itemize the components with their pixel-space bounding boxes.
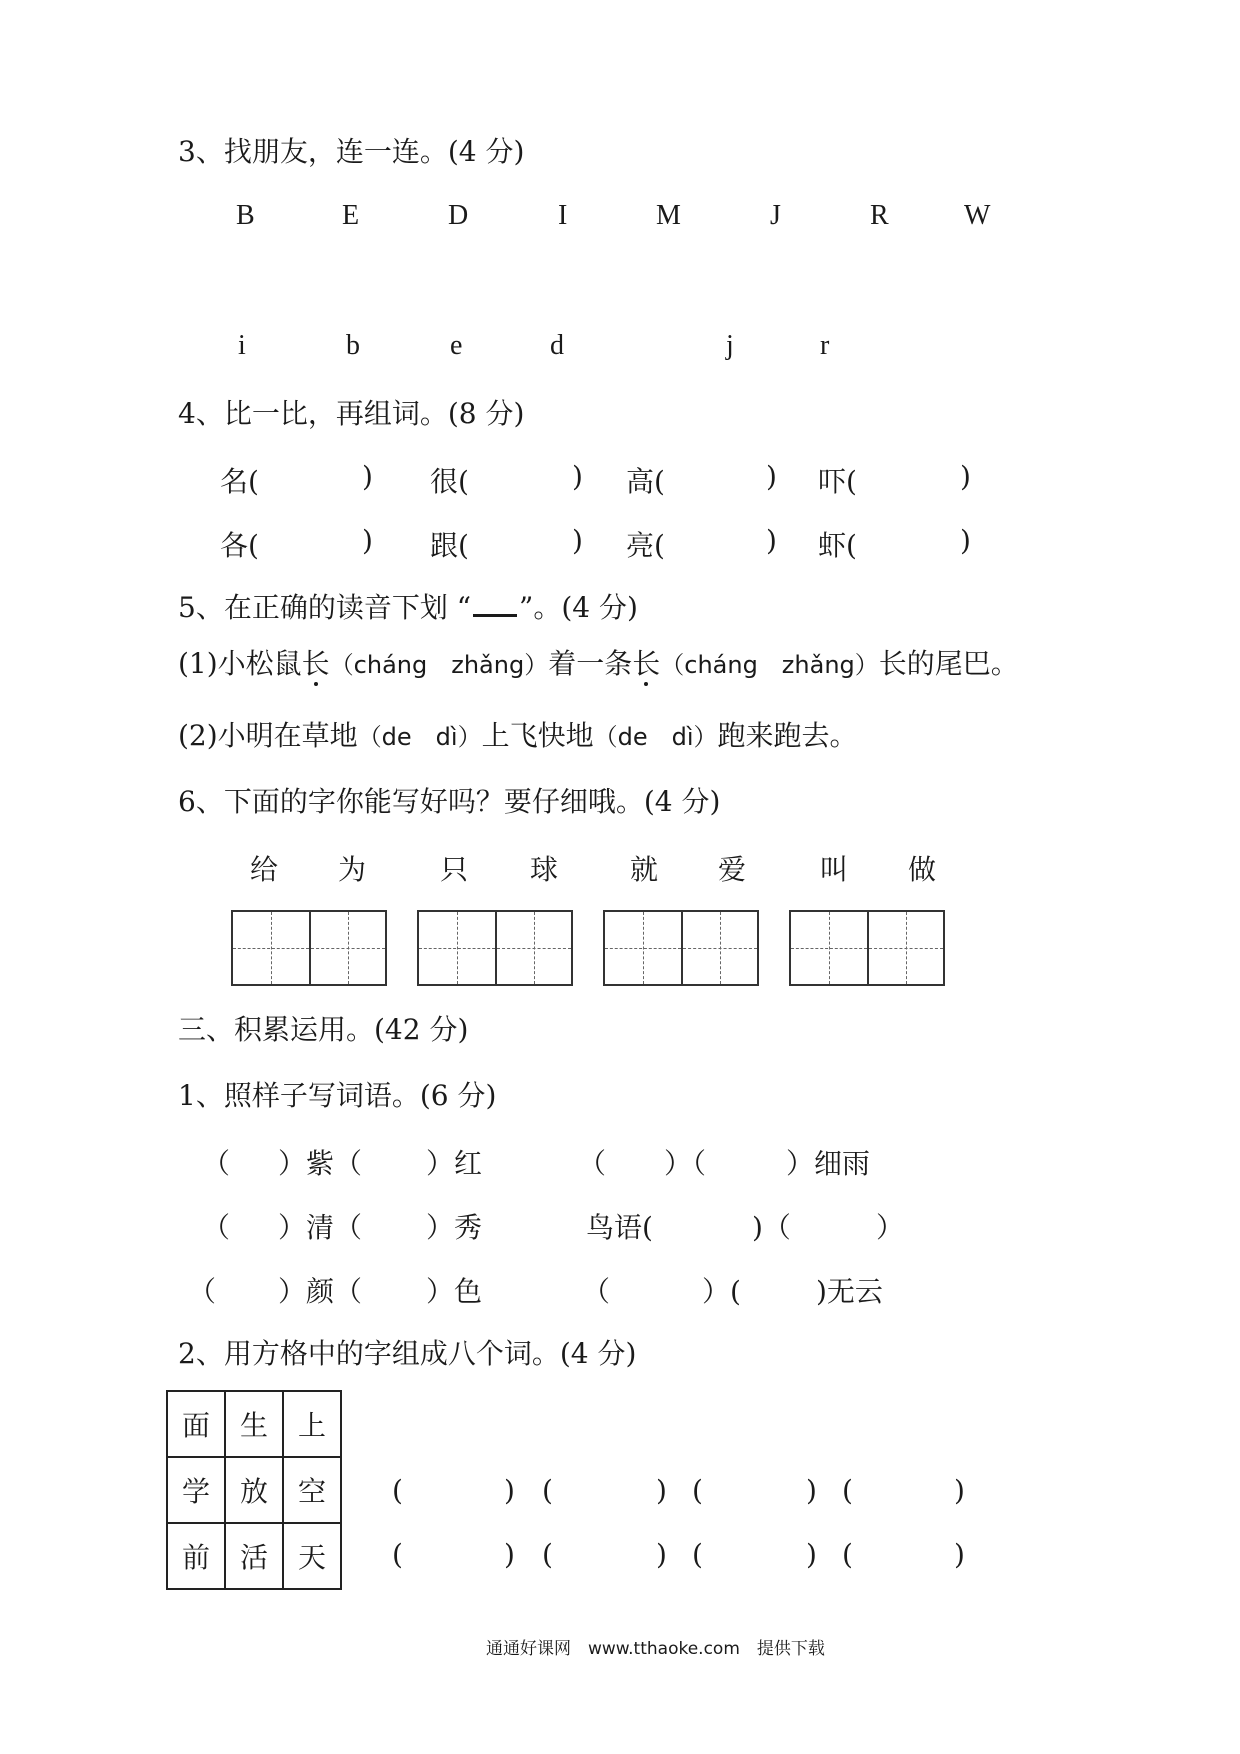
blank-middle: ）( [702,1275,741,1308]
writing-grid[interactable] [417,910,573,986]
upper-letter: E [342,200,360,231]
dotted-char: 长 [632,647,661,680]
q5-title [178,590,638,626]
blank-open: 鸟语( [586,1211,653,1244]
blank-open: （ [188,1275,217,1308]
upper-letter: R [870,200,889,231]
q6-title: 6、下面的字你能写好吗？要仔细哦。(4 分) [178,785,721,818]
q5-sentence-1 [178,646,1019,683]
model-char: 做 [908,853,937,886]
compare-char: 亮( [626,529,665,562]
dotted-char: 长 [301,647,330,680]
blank-open: ( [842,1474,853,1507]
blank-end: ） [876,1211,905,1244]
upper-letter: I [558,200,568,231]
close-paren: ) [362,524,373,557]
compare-char: 吓( [818,465,857,498]
compare-char: 跟( [430,529,469,562]
character-grid [166,1390,342,1590]
compare-char: 名( [220,465,259,498]
writing-cell[interactable] [605,912,681,984]
writing-cell[interactable] [681,912,757,984]
upper-letter: M [656,200,681,231]
grid-char: 活 [225,1523,283,1589]
sentence-text: 跑来跑去。 [717,719,858,752]
writing-cell[interactable] [419,912,495,984]
pinyin-options: （de dì） [593,723,718,751]
lower-letter: j [726,330,734,361]
close-paren: ) [960,460,971,493]
grid-char: 学 [167,1457,225,1523]
blank-end: ）红 [426,1147,483,1180]
compare-char: 虾( [818,529,857,562]
underline-sample [473,592,517,617]
q3-title: 3、找朋友，连一连。(4 分) [178,135,525,168]
lower-letter: b [346,330,360,361]
blank-middle: ）紫（ [278,1147,363,1180]
blank-middle: ）清（ [278,1211,363,1244]
blank-close: ) [806,1474,817,1507]
blank-open: ( [542,1538,553,1571]
close-paren: ) [572,524,583,557]
blank-close: ) [656,1538,667,1571]
sentence-text: (2)小明在草 [178,719,330,752]
writing-cell[interactable] [791,912,867,984]
pinyin-options: （cháng zhǎng） [660,651,879,679]
model-char: 就 [630,853,659,886]
writing-grid[interactable] [603,910,759,986]
close-paren: ) [960,524,971,557]
upper-letter: W [964,200,991,231]
blank-end: )无云 [816,1275,883,1308]
sentence-text: 长的尾巴。 [878,647,1019,680]
sentence-text: 着一条 [548,647,633,680]
blank-open: ( [392,1474,403,1507]
blank-close: ) [954,1538,965,1571]
close-paren: ) [766,524,777,557]
writing-cell[interactable] [309,912,385,984]
blank-open: ( [842,1538,853,1571]
grid-char: 面 [167,1391,225,1457]
grid-char: 空 [283,1457,341,1523]
close-paren: ) [766,460,777,493]
model-char: 爱 [718,853,747,886]
grid-char: 前 [167,1523,225,1589]
q5-title-end: ”。(4 分) [519,591,638,624]
blank-close: ) [954,1474,965,1507]
pinyin-options: （de dì） [357,723,482,751]
blank-close: ) [656,1474,667,1507]
blank-open: （ [202,1147,231,1180]
blank-open: ( [542,1474,553,1507]
blank-open: （ [578,1147,607,1180]
writing-cell[interactable] [233,912,309,984]
blank-close: ) [504,1538,515,1571]
blank-middle: ）（ [664,1147,707,1180]
q5-sentence-2 [178,718,858,755]
sentence-text: 上飞快 [481,719,566,752]
grid-char: 上 [283,1391,341,1457]
compare-char: 高( [626,465,665,498]
s3q2-title: 2、用方格中的字组成八个词。(4 分) [178,1337,637,1370]
close-paren: ) [362,460,373,493]
blank-open: （ [202,1211,231,1244]
footer-source: 通通好课网 www.tthaoke.com 提供下载 [486,1639,825,1659]
q4-title: 4、比一比，再组词。(8 分) [178,397,525,430]
blank-open: ( [692,1474,703,1507]
s3q1-title: 1、照样子写词语。(6 分) [178,1079,497,1112]
sentence-text: (1)小松鼠 [178,647,302,680]
blank-end: ）秀 [426,1211,483,1244]
lower-letter: i [238,330,246,361]
lower-letter: d [550,330,564,361]
blank-end: ）色 [426,1275,483,1308]
blank-open: （ [582,1275,611,1308]
model-char: 叫 [820,853,849,886]
model-char: 为 [338,853,367,886]
target-char: 地 [329,719,358,752]
target-char: 地 [565,719,594,752]
pinyin-options: （cháng zhǎng） [329,651,549,679]
blank-close: ) [806,1538,817,1571]
upper-letter: J [770,200,781,231]
grid-char: 生 [225,1391,283,1457]
lower-letter: e [450,330,463,361]
blank-end: ）细雨 [786,1147,871,1180]
blank-open: ( [392,1538,403,1571]
model-char: 球 [530,853,559,886]
upper-letter: D [448,200,469,231]
blank-middle: ）颜（ [278,1275,363,1308]
writing-grid[interactable] [789,910,945,986]
model-char: 只 [440,853,469,886]
blank-open: ( [692,1538,703,1571]
grid-char: 放 [225,1457,283,1523]
compare-char: 很( [430,465,469,498]
model-char: 给 [250,853,279,886]
writing-grid[interactable] [231,910,387,986]
upper-letter: B [236,200,255,231]
grid-char: 天 [283,1523,341,1589]
blank-middle: )（ [752,1211,791,1244]
section-3-title: 三、积累运用。(42 分) [178,1013,469,1046]
close-paren: ) [572,460,583,493]
writing-cell[interactable] [867,912,943,984]
writing-cell[interactable] [495,912,571,984]
compare-char: 各( [220,529,259,562]
blank-close: ) [504,1474,515,1507]
lower-letter: r [820,330,830,361]
q5-title-start: 5、在正确的读音下划 “ [178,591,472,624]
